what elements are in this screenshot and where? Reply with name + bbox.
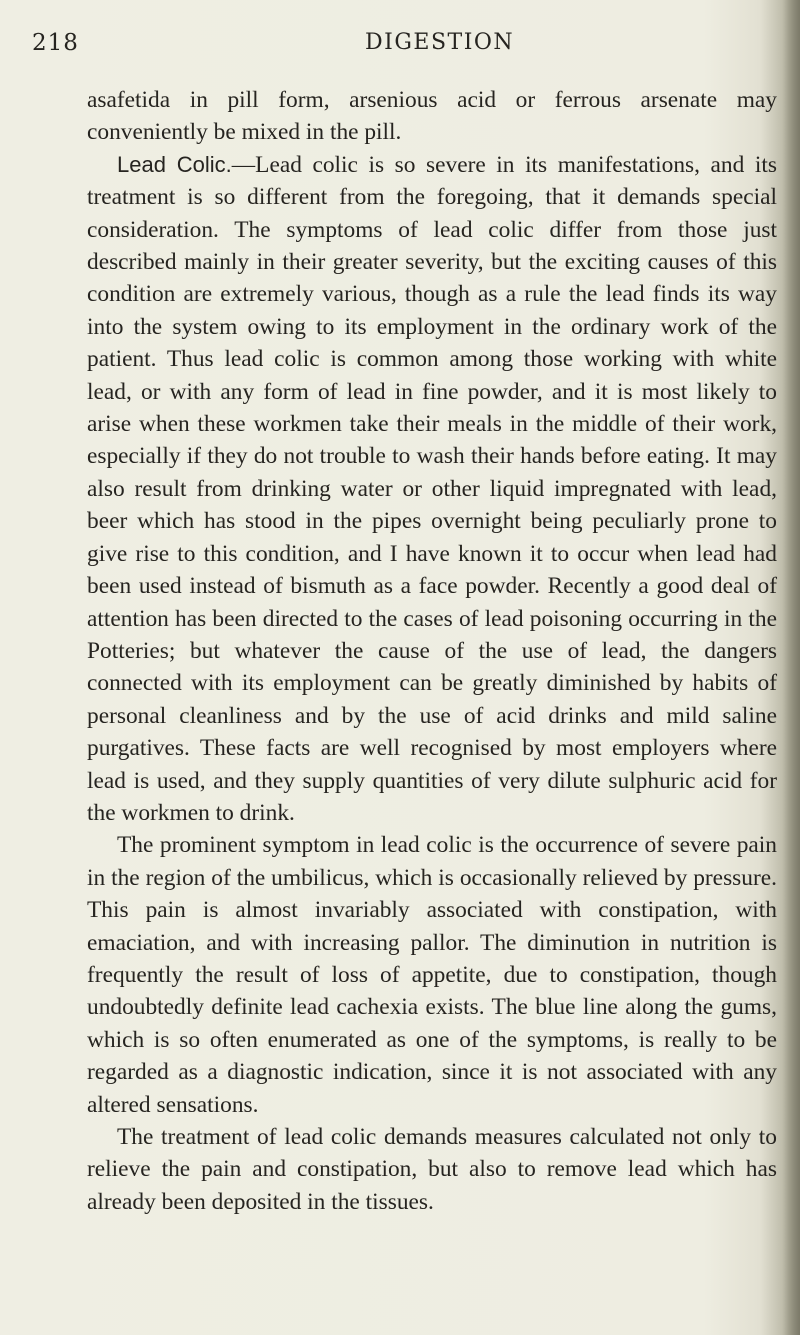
page-header: [0, 30, 800, 64]
paragraph-symptoms: [87, 829, 777, 1121]
paragraph-text: —Lead colic is so severe in its manifestations, and its treatment is so different from the foregoing, that it demands special consideration. The symptoms of lead colic differ from those just described mainly in their greater severity, but the exciting causes of this condition are extremely various, though as a rule the lead finds its way into the system owing to its employment in the ordinary work of the patient. Thus lead colic is common among those working with white lead, or with any form of lead in fine powder, and it is most likely to arise when these workmen take their meals in the middle of their work, especially if they do not trouble to wash their hands before eating. It may also result from drinking water or other liquid impregnated with lead, beer which has stood in the pipes overnight being peculiarly prone to give rise to this condition, and I have known it to occur when lead had been used instead of bismuth as a face powder. Recently a good deal of attention has been directed to the cases of lead poisoning occurring in the Potteries; but whatever the cause of the use of lead, the dangers connected with its employment can be greatly diminished by habits of personal cleanliness and by the use of acid drinks and mild saline purgatives. These facts are well recognised by most employers where lead is used, and they supply quantities of very dilute sulphuric acid for the workmen to drink.: [87, 151, 777, 826]
page-number: 218: [32, 30, 79, 56]
body-text: [87, 84, 777, 1218]
paragraph-text: asafetida in pill form, arsenious acid or ferrous arsenate may conveniently be mixed in the pill.: [87, 87, 777, 146]
running-head: DIGESTION: [365, 30, 515, 55]
section-run-in-heading: Lead Colic.: [117, 151, 232, 177]
paragraph-lead-colic: [87, 149, 777, 830]
paragraph-text: The treatment of lead colic demands measures calculated not only to relieve the pain and constipation, but also to remove lead which has already been deposited in the tissues.: [87, 1124, 777, 1215]
paragraph-treatment: [87, 1121, 777, 1218]
page-edge-shadow: [782, 0, 800, 1335]
paragraph-text: The prominent symptom in lead colic is the occurrence of severe pain in the region of the umbilicus, which is occasionally relieved by pressure. This pain is almost invariably associated with constipation, with emaciation, and with increasing pallor. The diminution in nutrition is frequently the result of loss of appetite, due to constipation, though undoubtedly definite lead cachexia exists. The blue line along the gums, which is so often enumerated as one of the symptoms, is really to be regarded as a diagnostic indication, since it is not associated with any altered sensations.: [87, 832, 777, 1118]
paragraph-continuation: [87, 84, 777, 149]
